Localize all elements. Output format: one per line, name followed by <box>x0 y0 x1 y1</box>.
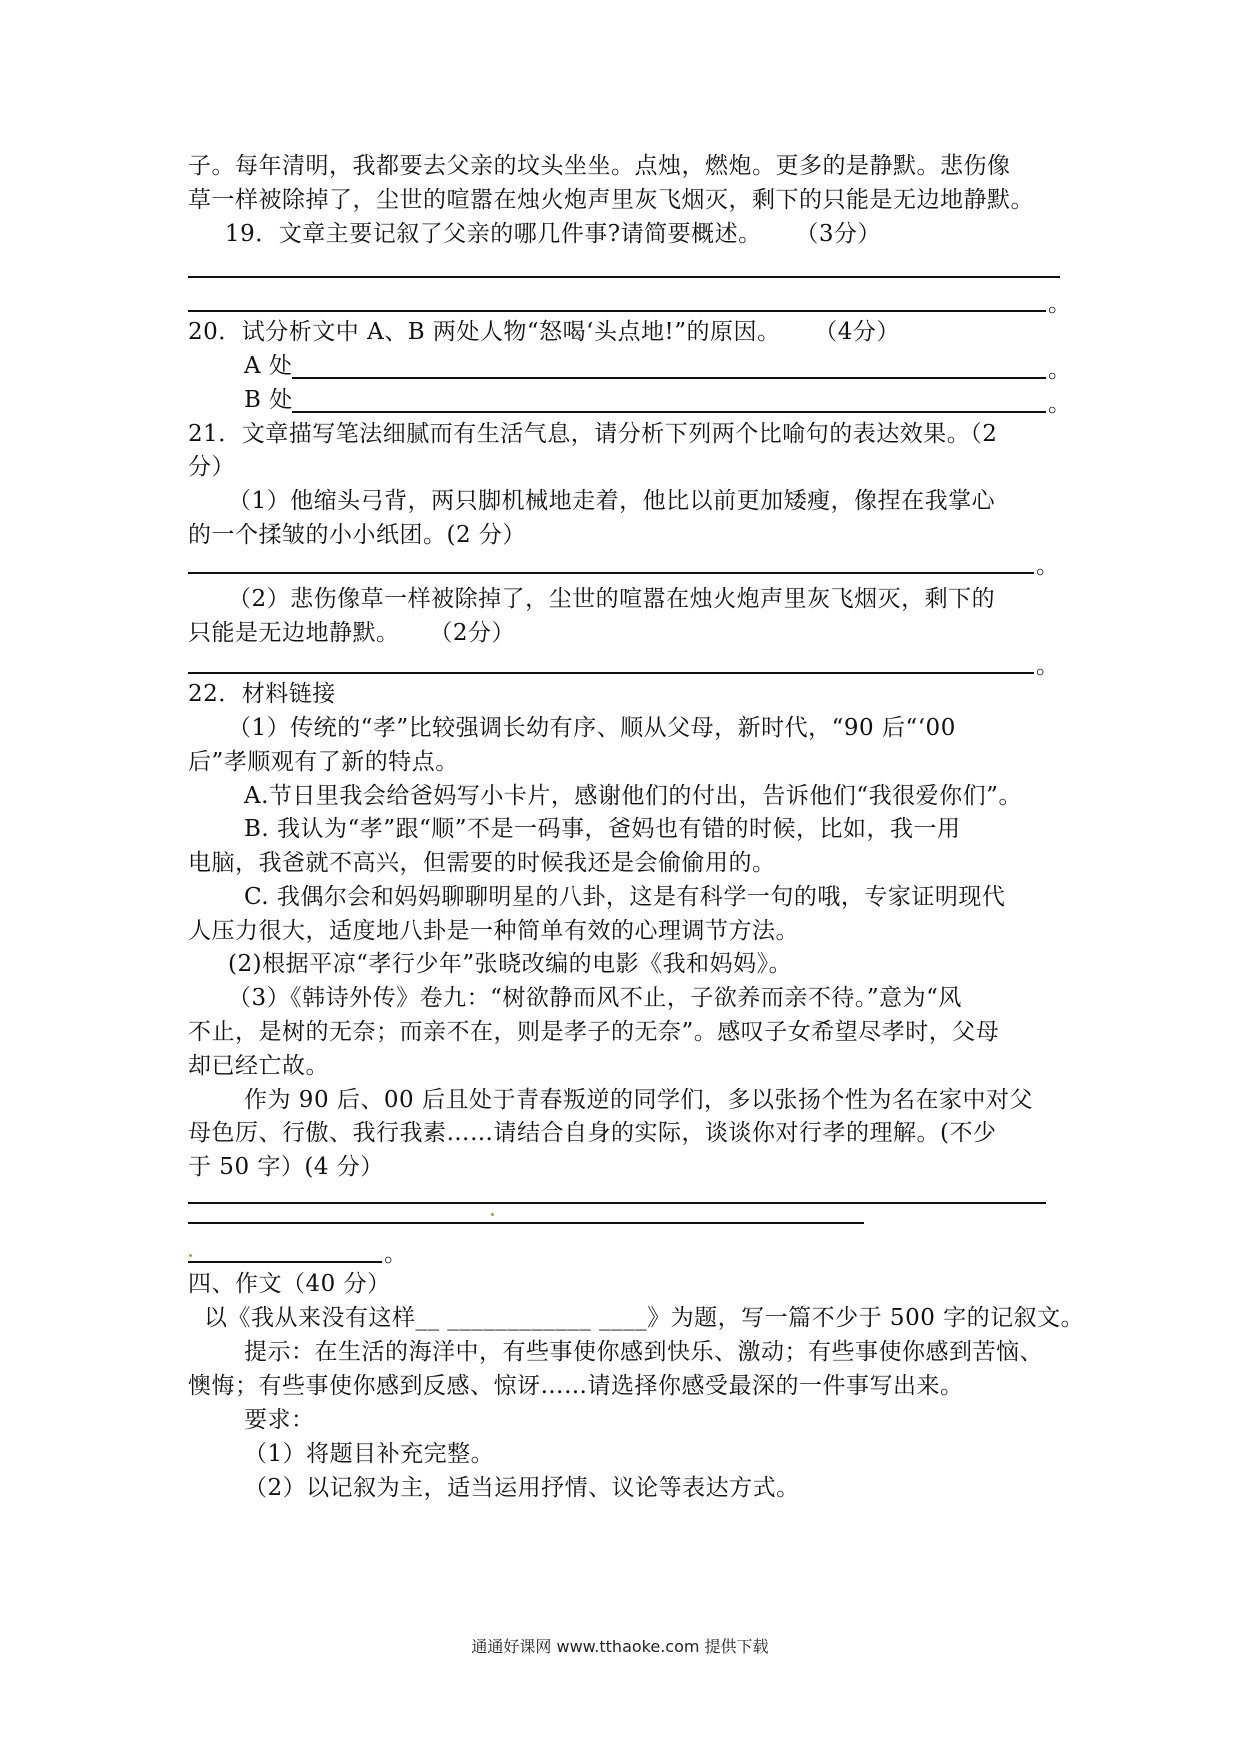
question-21-s2-score: （2分） <box>429 620 515 646</box>
answer-end-19: 。 <box>1048 291 1071 317</box>
question-19 <box>225 220 881 248</box>
answer-end-20a: 。 <box>1048 357 1071 383</box>
essay-title-suffix: 》为题，写一篇不少于 500 字的记叙文。 <box>647 1305 1085 1331</box>
option-c-line-2: 人压力很大，适度地八卦是一种简单有效的心理调节方法。 <box>188 918 799 944</box>
answer-end-22: 。 <box>384 1241 407 1267</box>
question-20-text: 20．试分析文中 A、B 两处人物“怒喝‘头点地!”的原因。 <box>188 319 781 345</box>
question-22-title: 22．材料链接 <box>188 681 336 707</box>
page-footer: 通通好课网 www.tthaoke.com 提供下载 <box>471 1637 769 1656</box>
scan-speck <box>189 1254 192 1257</box>
option-b-line-1: B. 我认为“孝”跟“顺”不是一码事，爸妈也有错的时候，比如，我一用 <box>244 816 961 842</box>
passage-line-1: 子。每年清明，我都要去父亲的坟头坐坐。点烛，燃炮。更多的是静默。悲伤像 <box>188 153 1011 179</box>
answer-line-21a[interactable] <box>188 572 1034 574</box>
question-21-s2-line-1: （2）悲伤像草一样被除掉了，尘世的喧嚣在烛火炮声里灰飞烟灭，剩下的 <box>228 586 996 612</box>
question-20-a-label: A 处 <box>244 353 293 379</box>
essay-title-blank[interactable]: __ ____________ ____ <box>415 1305 648 1331</box>
material-3-line-1: （3）《韩诗外传》卷九：“树欲静而风不止，子欲养而亲不待。”意为“风 <box>228 985 962 1011</box>
essay-hint-line-1: 提示：在生活的海洋中，有些事使你感到快乐、激动；有些事使你感到苦恼、 <box>244 1339 1043 1365</box>
material-1-line-1: （1）传统的“孝”比较强调长幼有序、顺从父母，新时代，“90 后“‘00 <box>228 715 956 741</box>
option-b-line-2: 电脑，我爸就不高兴，但需要的时候我还是会偷偷用的。 <box>188 850 776 876</box>
q22-prompt-line-3: 于 50 字）(4 分） <box>188 1154 384 1180</box>
material-3-line-3: 却已经亡故。 <box>188 1053 329 1079</box>
question-21-s2-line-2 <box>188 619 515 647</box>
option-c-line-1: C. 我偶尔会和妈妈聊聊明星的八卦，这是有科学一句的哦，专家证明现代 <box>244 884 1006 910</box>
question-20 <box>188 318 900 346</box>
question-21-s1-line-1: （1）他缩头弓背，两只脚机械地走着，他比以前更加矮瘦，像捏在我掌心 <box>228 488 996 514</box>
q22-prompt-line-2: 母色厉、行傲、我行我素……请结合自身的实际，谈谈你对行孝的理解。(不少 <box>188 1120 997 1146</box>
answer-end-21a: 。 <box>1036 553 1059 579</box>
scan-speck <box>491 1213 494 1216</box>
answer-line-20a[interactable] <box>292 377 1046 379</box>
essay-requirement-2: （2）以记叙为主，适当运用抒情、议论等表达方式。 <box>244 1475 800 1501</box>
question-20-score: （4分） <box>814 319 900 345</box>
essay-title-prefix: 以《我从来没有这样 <box>204 1305 416 1331</box>
option-a: A.节日里我会给爸妈写小卡片，感谢他们的付出，告诉他们“我很爱你们”。 <box>244 783 1022 809</box>
question-19-score: （3分） <box>795 221 882 247</box>
answer-end-20b: 。 <box>1048 391 1071 417</box>
answer-line-20b[interactable] <box>292 411 1046 413</box>
answer-line-22a[interactable] <box>188 1202 1046 1204</box>
answer-line-22b[interactable] <box>188 1222 864 1224</box>
answer-line-21b[interactable] <box>188 672 1034 674</box>
material-1-line-2: 后”孝顺观有了新的特点。 <box>188 749 459 775</box>
question-21-s1-line-2: 的一个揉皱的小小纸团。(2 分） <box>188 522 526 548</box>
essay-title-line <box>204 1304 1084 1332</box>
essay-requirements-title: 要求： <box>244 1407 315 1433</box>
question-19-text: 19．文章主要记叙了父亲的哪几件事?请简要概述。 <box>225 221 762 247</box>
answer-end-21b: 。 <box>1036 653 1059 679</box>
q22-prompt-line-1: 作为 90 后、00 后且处于青春叛逆的同学们，多以张扬个性为名在家中对父 <box>244 1087 1033 1113</box>
answer-line-22c[interactable] <box>188 1261 382 1263</box>
material-2: (2)根据平凉“孝行少年”张晓改编的电影《我和妈妈》。 <box>228 951 793 977</box>
material-3-line-2: 不止，是树的无奈；而亲不在，则是孝子的无奈”。感叹子女希望尽孝时，父母 <box>188 1019 1000 1045</box>
question-21-line-2: 分） <box>188 454 235 480</box>
question-21-line-1: 21．文章描写笔法细腻而有生活气息，请分析下列两个比喻句的表达效果。（2 <box>188 421 998 447</box>
answer-line-19a[interactable] <box>188 276 1060 278</box>
essay-heading: 四、作文（40 分） <box>188 1271 391 1297</box>
essay-requirement-1: （1）将题目补充完整。 <box>244 1441 495 1467</box>
question-20-b-label: B 处 <box>244 387 293 413</box>
passage-line-2: 草一样被除掉了，尘世的喧嚣在烛火炮声里灰飞烟灭，剩下的只能是无边地静默。 <box>188 187 1034 213</box>
answer-line-19b[interactable] <box>188 310 1046 312</box>
essay-hint-line-2: 懊悔；有些事使你感到反感、惊讶……请选择你感受最深的一件事写出来。 <box>188 1373 964 1399</box>
question-21-s2-text: 只能是无边地静默。 <box>188 620 400 646</box>
